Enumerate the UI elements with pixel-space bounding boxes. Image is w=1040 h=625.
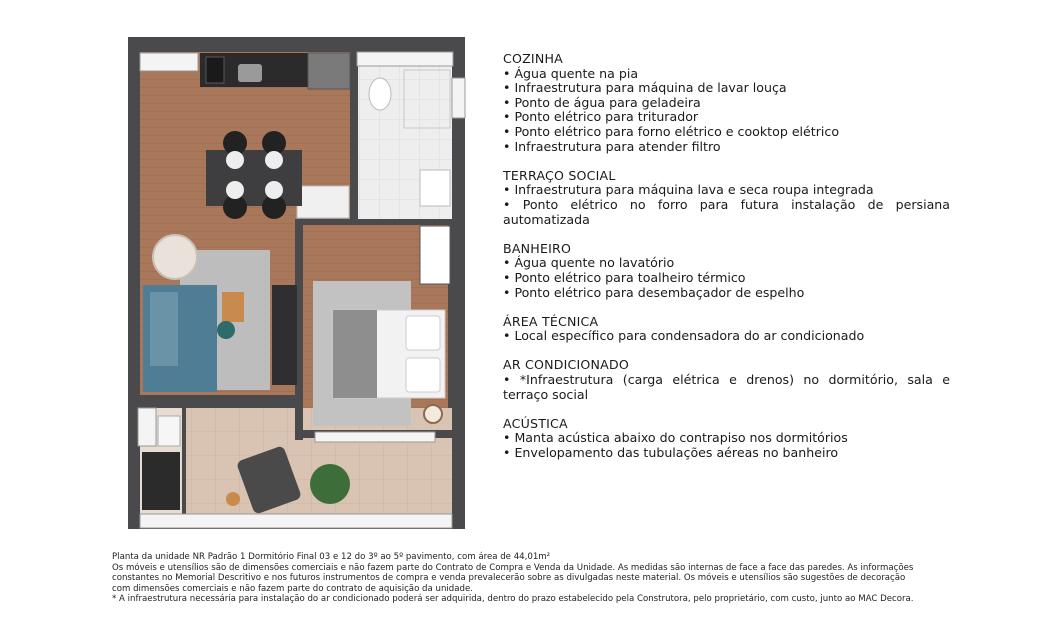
spec-item: • Ponto de água para geladeira [503,96,950,111]
window [140,514,452,528]
spec-item: • Infraestrutura para máquina de lavar louça [503,81,950,96]
side-table [226,492,240,506]
spec-section-title: BANHEIRO [503,240,572,256]
footnote-line: Os móveis e utensílios são de dimensões comerciais e não fazem parte do Contrato de Compra e Venda da Unidade. As medidas são internas de face a face das paredes. As informações [112,562,914,573]
spec-item: • Local específico para condensadora do ar condicionado [503,329,950,344]
footnote-line: Planta da unidade NR Padrão 1 Dormitório Final 03 e 12 do 3º ao 5º pavimento, com área de 44,01m² [112,552,551,562]
spec-section-title: COZINHA [503,51,563,66]
spec-section-title: ÁREA TÉCNICA [503,313,599,329]
plant-pot [217,321,235,339]
spec-section-title: AR CONDICIONADO [503,357,629,373]
spec-section [503,358,950,402]
window [452,78,465,118]
footnote-line: * A infraestrutura necessária para instalação do ar condicionado poderá ser adquirida, dentro do prazo estabelecido pela Construtora, pelo proprietário, com custo, junto ao MAC Decora. [112,594,914,605]
spec-item: • Ponto elétrico para desembaçador de espelho [503,286,950,301]
spec-section [503,242,950,300]
dining-table [206,150,302,206]
pillow [406,316,440,350]
window [315,432,435,442]
wall [350,52,358,220]
spec-item: • Ponto elétrico para triturador [503,110,950,125]
cooktop [206,57,224,83]
features-list [503,52,950,475]
spec-item: • Manta acústica abaixo do contrapiso nos dormitórios [503,431,950,446]
wall [295,219,452,225]
tv-console [272,285,297,385]
window [138,408,156,446]
spec-item: • Água quente no lavatório [503,256,950,271]
spec-section-title: TERRAÇO SOCIAL [503,167,616,183]
spec-item: • Infraestrutura para atender filtro [503,140,950,155]
sofa-cushions [150,292,178,366]
spec-item: • Ponto elétrico no forro para futura instalação de persiana automatizada [503,198,950,227]
footnote [112,552,942,605]
closet [420,226,450,284]
armchair [153,235,197,279]
pillow [406,358,440,392]
coffee-table [222,292,244,322]
bathroom-sink [420,170,450,206]
spec-section [503,52,950,154]
spec-item: • Envelopamento das tubulações aéreas no banheiro [503,446,950,461]
spec-item: • Água quente na pia [503,67,950,82]
footnote-line: constantes no Memorial Descritivo e nos futuros instrumentos de compra e venda prevalecerão sobre as divulgadas neste material. Os móveis e utensílios são sugestões de decoração [112,573,906,584]
spec-section [503,169,950,227]
spec-item: • Infraestrutura para máquina lava e seca roupa integrada [503,183,950,198]
window [140,53,198,71]
spec-item: • *Infraestrutura (carga elétrica e drenos) no dormitório, sala e terraço social [503,373,950,402]
bedside-lamp [424,405,442,423]
spec-item: • Ponto elétrico para toalheiro térmico [503,271,950,286]
footnote-line: com dimensões comerciais e não fazem parte do contrato de aquisição da unidade. [112,583,473,594]
bed-blanket [333,310,377,398]
toilet [369,78,391,110]
laundry-counter [142,452,180,510]
spec-section [503,315,950,344]
spec-section-title: ACÚSTICA [503,415,568,431]
fridge [308,53,350,89]
washer-dryer [158,416,180,446]
terrace-plant [310,464,350,504]
spec-item: • Ponto elétrico para forno elétrico e cooktop elétrico [503,125,950,140]
kitchen-sink [238,64,262,82]
window [357,52,453,66]
wall [140,395,295,408]
cabinet [297,186,349,218]
spec-section [503,417,950,461]
wall [182,408,186,514]
